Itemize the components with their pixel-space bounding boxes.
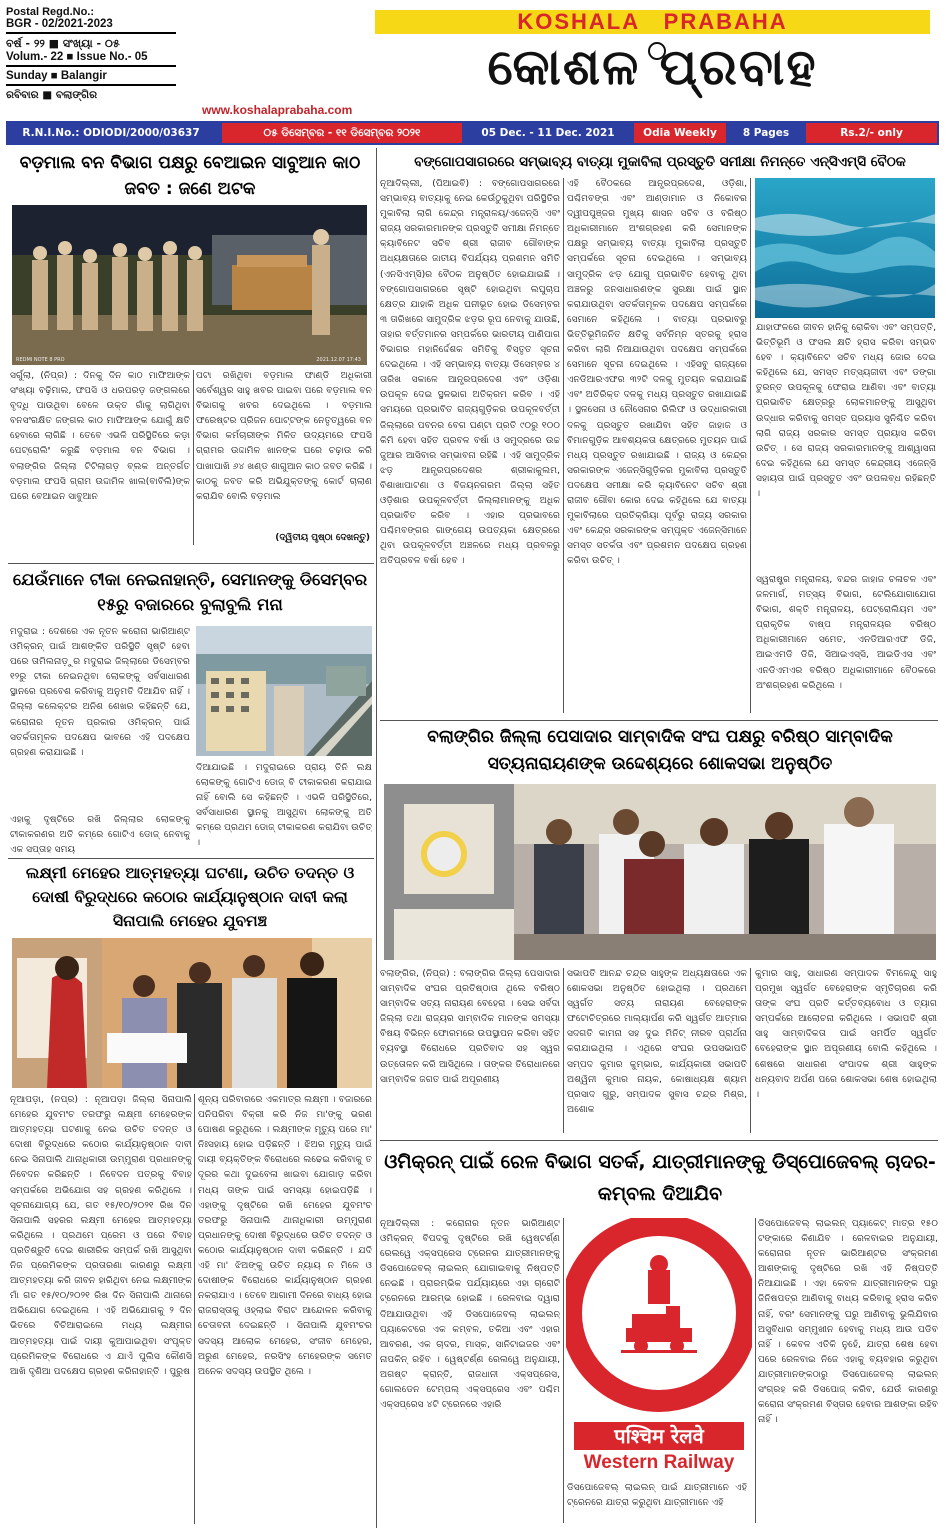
day-place-odia: ରବିବାର ■ ବଲାଙ୍ଗିର [6, 89, 98, 101]
story5-divider-1 [563, 968, 564, 1133]
story3-headline: ଲକ୍ଷ୍ମୀ ମେହେର ଆତ୍ମହତ୍ୟା ଘଟଣା, ଉଚିତ ତଦନ୍ତ ଓ ଦୋଷୀ ବିରୁଦ୍ଧରେ କଠୋର କାର୍ଯ୍ୟାନୁଷ୍ଠାନ ଦାବୀ କଲା ସିନାପାଲି ମେହେର ଯୁବମଞ୍ଚ [25, 864, 355, 930]
paper-type: Odia Weekly [634, 123, 726, 143]
story6-column-1-bottom: ଡିସପୋଜେବଲ୍ ଲାଇଲନ୍ ପାଇଁ ଯାତ୍ରୀମାନେ ଏହି ଟ୍ରେନରେ ଯାତ୍ରା କରୁଥିବା ଯାତ୍ରୀମାନେ ଏହି [567, 1482, 747, 1509]
rni-number: R.N.I.No.: ODIODI/2000/03637 [8, 123, 214, 143]
volume-en: Volum.- 22 ■ Issue No.- 05 [6, 51, 176, 67]
story4-column-1: ନୂଆଦିଲ୍ଲୀ, (ପିଆଇବି) : ବଙ୍ଗୋପସାଗରରେ ସମ୍ଭାବ୍ୟ ବାତ୍ୟାକୁ ନେଇ କେଉଁଠୁକୁଥିବା ପରିସ୍ଥିତିର ମୁକାବିଲା ଲାଗି କେନ୍ଦ୍ର ମନ୍ତ୍ରାଳୟ/ଏଜେନ୍ସି ଏବଂ ରାଜ୍ୟ ସରକାରମାନଙ୍କ ପ୍ରସ୍ତୁତି ସମୀକ୍ଷା ନିମନ୍ତେ କ୍ୟାବିନେଟ ସଚିବ ଶ୍ରୀ ରାଜୀବ ଗୌବାଙ୍କ ଅଧ୍ୟକ୍ଷତାରେ ଜାତୀୟ ବିପର୍ଯ୍ୟୟ ପ୍ରଶମନ ସମିତି (ଏନସିଏମ୍‌ସି)ର ବୈଠକ ଅନୁଷ୍ଠିତ ହୋଇଯାଇଛି । ବଙ୍ଗୋପସାଗରରେ ସୃଷ୍ଟି ହୋଇଥିବା ଲଘୁଚାପ କ୍ଷେତ୍ର ଯାହାକି ଅଧିକ ଘନୀଭୂତ ହୋଇ ଡିସେମ୍ବର ୩ ତାରିଖରେ ସାମୁଦ୍ରିକ ଝଡ଼ର ରୂପ ନେବାକୁ ଯାଉଛି, ତାହାର ବର୍ତ୍ତମାନର ସମ୍ପର୍କରେ ଭାରତୀୟ ପାଣିପାଗ ବିଭାଗର ମହାନିର୍ଦ୍ଦେଶକ ସମିତିକୁ ବିସ୍ତୃତ ସୂଚନା ଦେଇଥିଲେ । ଏହି ସମ୍ଭାବ୍ୟ ବାତ୍ୟା ଡିସେମ୍ବର ୪ ତାରିଖ ସକାଳେ ଆନ୍ଧ୍ରପ୍ରଦେଶ ଏବଂ ଓଡ଼ିଶା ଉପକୂଳ ଦେଇ ସ୍ଥଳଭାଗ ଅତିକ୍ରମ କରିବ । ଏହି ସମୟରେ ପ୍ରଭାବିତ ରାଜ୍ୟଗୁଡ଼ିକର ଉପକୂଳବର୍ତ୍ତୀ ଜିଲ୍ଲାରେ ପବନର ବେଗ ଘଣ୍ଟା ପ୍ରତି ୯୦ରୁ ୧୦୦ କିମି ହେବା ସହିତ ପ୍ରବଳ ବର୍ଷା ଓ ସମୁଦ୍ରରେ ଉଚ୍ଚ ଜୁଆର ଆସିବାର ସମ୍ଭାବନା ରହିଛି । ଏହି ସାମୁଦ୍ରିକ ଝଡ଼ ଆନ୍ଧ୍ରପ୍ରଦେଶର ଶ୍ରୀକାକୁଲମ, ବିଶାଖାପାଟଣା ଓ ବିଜୟନଗରମ ଜିଲ୍ଲା ସହିତ ଓଡ଼ିଶାର ଉପକୂଳବର୍ତ୍ତୀ ଜିଲ୍ଲାମାନଙ୍କୁ ଅଧିକ ପ୍ରଭାବିତ କରିବ । ଏହାର ପ୍ରଭାବରେ ପଶ୍ଚିମବଙ୍ଗର ଗାଙ୍ଗେୟ ଉପତ୍ୟକା କ୍ଷେତ୍ରରେ ଥିବା ଉପକୂଳବର୍ତ୍ତୀ ଅଞ୍ଚଳରେ ମଧ୍ୟ ପ୍ରବଳରୁ ଅତିପ୍ରବଳ ବର୍ଷା ହେବ । [380, 178, 560, 567]
story5-headline: ବଲାଙ୍ଗିର ଜିଲ୍ଲା ପେସାଦାର ସାମ୍ବାଦିକ ସଂଘ ପକ୍ଷରୁ ବରିଷ୍ଠ ସାମ୍ବାଦିକ ସତ୍ୟନାରାୟଣଙ୍କ ଉଦ୍ଦେଶ୍ୟରେ ଶୋକସଭା ଅନୁଷ୍ଠିତ [427, 727, 893, 774]
story5-bottom-rule [380, 1140, 938, 1141]
logo-ring-text: INDIAN RAILWAYS [588, 1234, 730, 1288]
story4-column-2: ଏହି ବୈଠକରେ ଆନ୍ଧ୍ରପ୍ରଦେଶ, ଓଡ଼ିଶା, ପଶ୍ଚିମବଙ୍ଗ ଏବଂ ଆଣ୍ଡାମାନ ଓ ନିକୋବର ଦ୍ୱୀପପୁଞ୍ଜର ମୁଖ୍ୟ ଶାସନ ସଚିବ ଓ ବରିଷ୍ଠ ଅଧିକାରୀମାନେ ଅଂଶଗ୍ରହଣ କରି ସେମାନଙ୍କ ପକ୍ଷରୁ ସମ୍ଭାବ୍ୟ ବାତ୍ୟା ମୁକାବିଲା ପ୍ରସ୍ତୁତି ସମ୍ପର୍କରେ ସୂଚନା ଦେଇଥିଲେ । ସମ୍ଭାବ୍ୟ ସାମୁଦ୍ରିକ ଝଡ଼ ଯୋଗୁ ପ୍ରଭାବିତ ହେବାକୁ ଥିବା ଅଞ୍ଚଳରୁ ଜନସାଧାରଣଙ୍କ ସୁରକ୍ଷା ପାଇଁ ସ୍ଥାନ କରାଯାଉଥିବା ସତର୍କତାମୂଳକ ପଦକ୍ଷେପ ସମ୍ପର୍କରେ ସେମାନେ କହିଥିଲେ । ବାତ୍ୟା ପ୍ରଭାବରୁ ଭିତ୍ତିଭୂମିଜନିତ କ୍ଷତିକୁ ସର୍ବନିମ୍ନ ସ୍ତରକୁ ହ୍ରାସ କରିବା ଲାଗି ନିଆଯାଉଥିବା ପଦକ୍ଷେପ ସମ୍ପର୍କରେ ସେମାନେ ସୂଚନା ଦେଇଥିଲେ । ଏହିସବୁ ରାଜ୍ୟରେ ଏନଡିଆରଏଫର ୩୨ଟି ଦଳକୁ ମୁତୟନ କରାଯାଇଛି ଏବଂ ଅତିରିକ୍ତ ଦଳକୁ ମଧ୍ୟ ପ୍ରସ୍ତୁତ ରଖାଯାଇଛି । ସ୍ଥଳସେନା ଓ ନୌସେନାର ରିଲିଫ ଓ ଉଦ୍ଧାରକାରୀ ଦଳକୁ ପ୍ରସ୍ତୁତ ରଖାଯିବା ସହିତ ଜାହାଜ ଓ ବିମାନଗୁଡ଼ିକ ଆବଶ୍ୟକତା କ୍ଷେତ୍ରରେ ମୁତୟନ ପାଇଁ ମଧ୍ୟ ପ୍ରସ୍ତୁତ ରଖାଯାଇଛି । ରାଜ୍ୟ ଓ କେନ୍ଦ୍ର ସରକାରଙ୍କ ଏଜେନ୍ସିଗୁଡ଼ିକର ମୁକାବିଲା ପ୍ରସ୍ତୁତି ପଦକ୍ଷେପ ସମୀକ୍ଷା କରି କ୍ୟାବିନେଟ ସଚିବ ଶ୍ରୀ ରାଜୀବ ଗୌବା କୋର ଦେଇ କହିଥିଲେ ଯେ ବାତ୍ୟା ମୁକାବିଲାରେ ପ୍ରତିକ୍ରିୟା ପୂର୍ବରୁ ରାଜ୍ୟ ସରକାର ଏବଂ କେନ୍ଦ୍ର ସରକାରଙ୍କ ସମ୍ପୃକ୍ତ ଏଜେନ୍ସିମାନେ ସମସ୍ତ ସତର୍କତା ଏବଂ ପ୍ରଶମନ ପଦକ୍ଷେପ ଗ୍ରହଣ କରିବା ଉଚିତ୍ । [567, 178, 747, 567]
story3-photo [12, 938, 372, 1088]
story2-body-a: ମଦୁରାଇ : ଦେଶରେ ଏକ ନୂତନ କରୋନା ଭାରିଆଣ୍ଟ ଓମିକ୍ରନ୍ ପାଇଁ ଆଶଙ୍କିତ ପରିସ୍ଥିତି ସୃଷ୍ଟି ହେବା ପରେ ତାମିଲନାଡ଼ୁର ମଦୁରାଇ ଜିଲ୍ଲାରେ ଡିସେମ୍ବର ୧୨ରୁ ଟୀକା ନେଇନଥିବା ଲୋକଙ୍କୁ ସର୍ବସାଧାରଣ ସ୍ଥାନରେ ପ୍ରବେଶ କରିବାକୁ ଅନୁମତି ଦିଆଯିବ ନାହିଁ । ଜିଲ୍ଲା କଲେକ୍ଟର ଅନିଶ ଶେଖର କହିଛନ୍ତି ଯେ, କରୋନାର ନୂତନ ପ୍ରକାର ଓମିକ୍ରନ୍ ପାଇଁ ସତର୍କତାମୂଳକ ପଦକ୍ଷେପ ଭାବରେ ଏହି ପଦକ୍ଷେପ ଗ୍ରହଣ କରାଯାଇଛି । [10, 626, 190, 758]
price: Rs.2/- only [806, 123, 937, 143]
volume-odia: ବର୍ଷ - ୨୨ ■ ସଂଖ୍ୟା - ୦୫ [6, 37, 120, 50]
story2-body-c: ଦିଆଯାଇଛି । ମଦୁରାଇରେ ପ୍ରାୟ ତିନି ଲକ୍ଷ ଲୋକଙ୍କୁ ଗୋଟିଏ ଡୋଜ୍ ବି ଟୀକାକରଣ କରାଯାଇ ନାହିଁ ବୋଲି ସେ କହିଛନ୍ତି । ଏଭଳି ପରିସ୍ଥିତିରେ, ସର୍ବସାଧାରଣ ସ୍ଥାନକୁ ଆସୁଥିବା ଲୋକଙ୍କୁ ଅତି କମ୍‌ରେ ପ୍ରଥମ ଡୋଜ୍ ଟୀକାକରଣ କରାଯିବା ଉଚିତ୍ । [196, 762, 372, 849]
brand-emblem-icon [648, 42, 666, 60]
story1-photo [12, 205, 367, 365]
story6-divider-2 [755, 1218, 756, 1523]
logo-ring-text-hindi: भारतीय रेल [631, 1370, 688, 1391]
website-link[interactable]: www.koshalaprabaha.com [202, 103, 353, 117]
story4-column-3b: ସ୍ୱରାଷ୍ଟ୍ର ମନ୍ତ୍ରାଳୟ, ବନ୍ଦର ଜାହାଜ ଚଳାଚଳ ଏବଂ ଜଳମାର୍ଗ, ମତ୍ସ୍ୟ ବିଭାଗ, ଟେଲିଯୋଗାଯୋଗ ବିଭାଗ, ଶକ୍ତି ମନ୍ତ୍ରାଳୟ, ପେଟ୍ରୋଲିୟମ ଏବଂ ପ୍ରାକୃତିକ ବାଷ୍ପ ମନ୍ତ୍ରାଳୟର ବରିଷ୍ଠ ଅଧିକାରୀମାନେ ସମେତ, ଏନଡିଆରଏଫ ଡିଜି, ଆଇଏମଡି ଡିଜି, ସିଆଇଏସ୍‌ସି, ଆଇଡିଏସ ଏବଂ ଏନଡିଏମଏର ବରିଷ୍ଠ ଅଧିକାରୀମାନେ ବୈଠକରେ ଅଂଶଗ୍ରହଣ କରିଥିଲେ । [756, 574, 936, 691]
column-divider [376, 148, 377, 1528]
story4-divider-2 [750, 178, 751, 713]
story1-photo-caption: REDMI NOTE 8 PRO [16, 357, 65, 363]
story1-divider [193, 370, 194, 545]
logo-zone-en: Western Railway [583, 1452, 735, 1473]
story5-photo [384, 784, 936, 960]
story1-continued: (ଦ୍ୱିତୀୟ ପୃଷ୍ଠା ଦେଖନ୍ତୁ) [275, 533, 370, 543]
story2-headline: ଯେଉଁମାନେ ଟୀକା ନେଇନାହାନ୍ତି, ସେମାନଙ୍କୁ ଡିସେମ୍ବର ୧୫ରୁ ବଜାରରେ ବୁଲାବୁଲି ମନା [12, 570, 368, 614]
story2-bottom-rule [8, 858, 374, 859]
story1-photo-stamp: 2021.12.07 17:43 [316, 357, 361, 363]
story2-photo [196, 626, 372, 756]
story5-column-1: ବଲାଙ୍ଗିର, (ନିପ୍ର) : ବଲାଙ୍ଗିର ଜିଲ୍ଲା ପେସାଦାର ସାମ୍ବାଦିକ ସଂଘର ପ୍ରତିଷ୍ଠାତା ଥିଲେ ବରିଷ୍ଠ ସାମ୍ବାଦିକ ସତ୍ୟ ନାରାୟଣ ବେହେରା । ସେଇ ସର୍ବଦା ଜିଲ୍ଲା ତଥା ରାଜ୍ୟର ସାମ୍ବାଦିକ ମାନଙ୍କ ସମସ୍ୟା ବିଷୟ ବିଭିନ୍ନ ଫୋରମରେ ଉପସ୍ଥାପନ କରିବା ସହିତ ବ୍ୟବସ୍ଥା ବିରୋଧରେ ପ୍ରତିବାଦ ସହ ସ୍ୱର ଉତ୍ତୋଳନ କରି ଆସିଥିଲେ । ତାଙ୍କର ତିରୋଧାନରେ ସାମ୍ବାଦିକ ଜଗତ ପାଇଁ ଅପୂରଣୀୟ [380, 968, 560, 1085]
day-place-en: Sunday ■ Balangir [6, 70, 176, 86]
story5-column-2: ସଭାପତି ଆନନ୍ଦ ଚନ୍ଦ୍ର ସାହୁଙ୍କ ଅଧ୍ୟକ୍ଷତାରେ ଏକ ଶୋକସଭା ଅନୁଷ୍ଠିତ ହୋଇଥିଲା । ପ୍ରଥମେ ସ୍ୱର୍ଗତ ସତ୍ୟ ନାରାୟଣ ବେହେରାଙ୍କ ଫଟୋଚିତ୍ରରେ ମାଲ୍ୟାର୍ପଣ କରି ସ୍ୱର୍ଗତ ଆତ୍ମାର ସଦଗତି କାମନା ସହ ଦୁଇ ମିନିଟ୍ ନୀରବ ପ୍ରାର୍ଥନା କରାଯାଇଥିଲା । ଏଥିରେ ସଂଘର ଉପସଭାପତି ସମ୍ପଦ କୁମାର କୁମ୍ଭାର, କାର୍ଯ୍ୟକାରୀ ସଭାପତି ଅଶ୍ୱିନୀ କୁମାର ନାୟକ, କୋଷାଧ୍ୟକ୍ଷ ଶ୍ୟାମ ପ୍ରସାଦ ଗୁରୁ, ସମ୍ପାଦକ ସୁବାସ ଚନ୍ଦ୍ର ମିଶ୍ର, ଅଶୋକ [567, 968, 747, 1115]
story3-column-1: ନୂଆପଡ଼ା, (ନପ୍ର) : ନୂଆପଡ଼ା ଜିଲ୍ଲା ସିନାପାଲି ମେହେର ଯୁବମଂଚ ତରଫରୁ ଲକ୍ଷ୍ମୀ ମେହେରଙ୍କ ଆତ୍ମହତ୍ୟା ଘଟଣାକୁ ନେଇ ଉଚିତ ତଦନ୍ତ ଓ ଦୋଷୀ ବିରୁଦ୍ଧରେ କଠୋର କାର୍ଯ୍ୟାନୁଷ୍ଠାନ ଦାବୀ ନେଇ ସିନାପାଲି ଥାନାଧିକାରୀ ଉମ୍ମୁରାଣ ପ୍ରଧାନଙ୍କୁ ନିବେଦନ କରିଛନ୍ତି । ନିବେଦନ ପତ୍ରକୁ ବିବାହ ସମ୍ପର୍କରେ ଅଭିଯୋଗ ସହ ଗ୍ରହଣ କରିଥିଲେ । ସୂଚନାଯୋଗ୍ୟ ଯେ, ଗତ ୧୫/୧୦/୨୦୨୧ ରିଖ ଦିନ ସିନାପାଲି ସହରର ଲକ୍ଷ୍ମୀ ମେହେର ଆତ୍ମହତ୍ୟା କରିଥିଲେ । ପ୍ରଥମେ ପ୍ରେମ ଓ ପରେ ବିବାହ ପ୍ରତିଶ୍ରୁତି ଦେଇ ଶାରୀରିକ ସମ୍ପର୍କ ରଖି ଆସୁଥିବା ନିଜ ପ୍ରେମିକଙ୍କ ପ୍ରତାରଣା କାରଣରୁ ଲକ୍ଷ୍ମୀ ଆତ୍ମହତ୍ୟା କରି ଜୀବନ ହାରିଥିବା ନେଇ ଲକ୍ଷ୍ମୀଙ୍କ ମାଁ ଗତ ୧୫/୧୦/୨୦୨୧ ରିଖ ଦିନ ସିନାପାଲି ଥାନାରେ ଅଭିଯୋଗ ଦେଇଥିଲେ । ଏହି ଅଭିଯୋଗକୁ ୨ ଦିନ ଭିତରେ ବିଚିଆରାଇଲେ ମଧ୍ୟ ଲକ୍ଷ୍ମୀର ଆତ୍ମହତ୍ୟା ପାଇଁ ଦାୟୀ କୁଆପାଇଥିବା ସଂପୃକ୍ତ ପ୍ରେମିକଙ୍କ ବିରୋଧରେ ଏ ଯାଏଁ ପୁଲିସ କୌଣସି ଆଖି ଦୃଶିଆ ପଦକ୍ଷେପ ଗ୍ରହଣ କରିନାହାନ୍ତି । ପୁରୁଷ [10, 1094, 192, 1377]
story4-bottom-rule [380, 720, 938, 721]
indian-railways-logo [566, 1218, 752, 1478]
brand-en: KOSHALA PRABAHA [517, 9, 788, 34]
postal-regd-no: BGR - 02/2021-2023 [6, 18, 176, 34]
story6-column-1: ନୂଆଦିଲ୍ଲୀ : କରୋନାର ନୂତନ ଭାରିଆଣ୍ଟ ଓମିକ୍ରନ୍ ବିପଦକୁ ଦୃଷ୍ଟିରେ ରଖି ୱେଷ୍ଟର୍ଣ୍ଣ ରେଲୱେ ଏକ୍ସପ୍ରେସ ଟ୍ରେନର ଯାତ୍ରୀମାନଙ୍କୁ ଡିସପୋଜେବଲ୍ ଲାଇଲନ୍ ଯୋଗାଇବାକୁ ନିଷ୍ପତ୍ତି ନେଇଛି । ପ୍ରାରମ୍ଭିକ ପର୍ଯ୍ୟାୟରେ ଏହା ଚାରୋଟି ଟ୍ରେନରେ ଆରମ୍ଭ ହୋଇଛି । ରେଳବାଇ ଦ୍ୱାରା ଦିଆଯାଉଥିବା ଏହି ଡିସପୋଜେବଲ୍ ଲାଇଲନ୍ ପ୍ୟାକେଟରେ ଏକ କମ୍ବଳ, ତକିଆ ଏବଂ ଏହାର ଆବରଣ, ଏକ ଚାଦର, ମାସ୍କ, ସାନିଟାଇଜର ଏବଂ ନାପକିନ୍ ରହିବ । ୱେଷ୍ଟର୍ଣ୍ଣ ରେଲୱେ ଅନୁଯାୟୀ, ଅଗଷ୍ଟ କ୍ରାନ୍ତି, ରାଜଧାନୀ ଏକ୍ସପ୍ରେସ, ଗୋଲଡେନ ଟେମ୍ପଲ୍ ଏକ୍ସପ୍ରେସ ଏବଂ ପଶ୍ଚିମ ଏକ୍ସପ୍ରେସ ୪ଟି ଟ୍ରେନରେ ଏହାରି [380, 1218, 560, 1411]
story4-divider-1 [563, 178, 564, 713]
story4-headline: ବଙ୍ଗୋପସାଗରରେ ସମ୍ଭାବ୍ୟ ବାତ୍ୟା ମୁକାବିଲା ପ୍ରସ୍ତୁତି ସମୀକ୍ଷା ନିମନ୍ତେ ଏନ୍‌ସିଏମ୍‌ସି ବୈଠକ [414, 154, 906, 170]
story6-headline: ଓମିକ୍ରନ୍ ପାଇଁ ରେଳ ବିଭାଗ ସତର୍କ, ଯାତ୍ରୀମାନଙ୍କୁ ଡିସ୍‌ପୋଜେବଲ୍ ଚାଦର-କମ୍ବଲ ଦିଆଯିବ [384, 1151, 936, 1205]
brand-odia: କୋଶଳ ପ୍ରବାହ [487, 37, 818, 96]
story1-headline: ବଡ଼ମାଲ ବନ ବିଭାଗ ପକ୍ଷରୁ ବେଆଇନ ସାବୁଆନ କାଠ ଜବତ : ଜଣେ ଅଟକ [19, 153, 361, 199]
story4-column-3a: ଯାହାଫଳରେ ଜୀବନ ହାନିକୁ ରୋକିବା ଏବଂ ସମ୍ପତ୍ତି, ଭିତ୍ତିଭୂମି ଓ ଫସଲ କ୍ଷତି ହ୍ରାସ କରିବା ସମ୍ଭବ ହେବ । କ୍ୟାବିନେଟ ସଚିବ ମଧ୍ୟ ଜୋର ଦେଇ କହିଥିଲେ ଯେ, ସମସ୍ତ ମତ୍ସ୍ୟଜୀବୀ ଏବଂ ଡଙ୍ଗା ତୁରନ୍ତ ଉପକୂଳକୁ ଫେରାଇ ଆଣିବା ଏବଂ ବାତ୍ୟା ପ୍ରଭାବିତ କ୍ଷେତ୍ରରୁ ଲୋକମାନଙ୍କୁ ଆସୁଥିବା ଉଦ୍ଧାର କରିବାକୁ ସମସ୍ତ ପ୍ରୟାସ ସୁନିଶ୍ଚିତ କରିବା ଲାଗି ରାଜ୍ୟ ସରକାର ସମସ୍ତ ପ୍ରୟାସ କରିବା ଉଚିତ୍ । ସେ ରାଜ୍ୟ ସରକାରମାନଙ୍କୁ ଆଶ୍ୱାସନା ଦେଇ କହିଥିଲେ ଯେ ସମସ୍ତ କେନ୍ଦ୍ରୀୟ ଏଜେନ୍ସି ସହାୟତା ପାଇଁ ପ୍ରସ୍ତୁତ ଏବଂ ଉପଲବ୍ଧ ରହିଛନ୍ତି । [756, 322, 936, 500]
story2-body-b: ଏହାକୁ ଦୃଷ୍ଟିରେ ରଖି ଜିଲ୍ଲାର ଲୋକଙ୍କୁ ଟୀକାକରଣର ଅତି କମ୍‌ରେ ଗୋଟିଏ ଡୋଜ୍ ନେବାକୁ ଏକ ସପ୍ତାହ ସମୟ [10, 814, 190, 856]
date-odia: ୦୫ ଡିସେମ୍ବର - ୧୧ ଡିସେମ୍ବର ୨୦୨୧ [222, 123, 462, 143]
story4-photo [755, 178, 935, 318]
story1-column-2: ପଟା ରଖିଥିବା ବଡ଼ମାଲ ଫାଣ୍ଡି ଅଧିକାରୀ ସର୍ବେଶ୍ୱର ସାହୁ ଖବର ପାଇବା ପରେ ବଡ଼ମାଲ ବନ ବିଭାଗକୁ ଖବର ଦେଇଥିଲେ । ବଡ଼ମାଲ ଫରେଷ୍ଟର ପ୍ରିଜନ ପୋଟ୍ଟଙ୍କ ନେତୃତ୍ୱରେ ବନ ବିଭାଗ କର୍ମଚାରୀଙ୍କ ମିଳିତ ଉଦ୍ୟମରେ ଫପସି ଗ୍ରାମର ଉଦ୍ଦାମିଳ ଖାନଙ୍କ ଘରେ ଚଢ଼ାଉ କରି ପାଖାପାଖି ୬୪ ଖଣ୍ଡ ଶାଗୁଆନ କାଠ ଜବତ କରିଛି । କାଠକୁ ଜବତ କରି ଅଭିଯୁକ୍ତଙ୍କୁ କୋର୍ଟ ଚାଲାଣ କରାଯିବ ବୋଲି ବଡ଼ମାଲ [196, 370, 372, 502]
story5-divider-2 [750, 968, 751, 1133]
story6-column-2: ଡିସପୋଜେବଲ୍ ଲାଇଲନ୍ ପ୍ୟାକେଟ୍ ମାତ୍ର ୧୫୦ ଟଙ୍କାରେ କିଣାଯିବ । ରେଳବାଇର ଅନୁଯାୟୀ, କରୋନାର ନୂତନ ଭାରିଆଣ୍ଟର ସଂକ୍ରମଣ ଆଶଙ୍କାକୁ ଦୃଷ୍ଟିରେ ରଖି ଏହି ନିଷ୍ପତ୍ତି ନିଆଯାଇଛି । ଏହା କେବଳ ଯାତ୍ରୀମାନଙ୍କ ଘରୁ ଜିନିଷପତ୍ର ଆଣିବାକୁ ବାଧ୍ୟ କରିବାକୁ ହ୍ରାସ କରିବ ନାହିଁ, ବରଂ ସେମାନଙ୍କୁ ଘରୁ ଆଣିବାକୁ ଭୁଲିଯିବାର ଅସୁବିଧାର ସମ୍ମୁଖୀନ ହେବାକୁ ମଧ୍ୟ ଆଉ ପଡିବ ନାହିଁ । କେବଳ ଏତିକି ନୁହେଁ, ଯାତ୍ରା ଶେଷ ହେବା ପରେ ରେଳବାଇ ନିଜେ ଏହାକୁ ବ୍ୟବହାର କରୁଥିବା ଯାତ୍ରୀମାନଙ୍କଠାରୁ ଡିସପୋଜେବଲ୍ ଲାଇଲନ୍ ସଂଗ୍ରହ କରି ଡିସପୋଜ୍ କରିବ, ଯେଉଁ କାରଣରୁ କରୋନା ସଂକ୍ରମଣ ବିସ୍ତାର ହେବାର ଆଶଙ୍କା ରହିବ ନାହିଁ । [758, 1218, 938, 1426]
story3-column-2: ଶୂନ୍ୟ ପରିବାରରେ ଏକମାତ୍ର ଲକ୍ଷ୍ମୀ । ବଜାରରେ ପନିପରିବା ବିକ୍ରୀ କରି ନିଜ ମା'ଙ୍କୁ ଭରଣ ପୋଷଣ କରୁଥିଲେ । ଲକ୍ଷ୍ମୀଙ୍କ ମୃତ୍ୟୁ ପରେ ମା' ନିଃସହାୟ ହୋଇ ପଡ଼ିଛନ୍ତି । ଝିଅର ମୃତ୍ୟୁ ପାଇଁ ଦାୟୀ ବ୍ୟକ୍ତିଙ୍କ ବିରୋଧରେ ଲଢେଇ କରିବାକୁ ତ ଦୂରର କଥା ଦୁଇବେଳା ଖାଇବା ଯୋଗାଡ଼ କରିବା ମଧ୍ୟ ତାଙ୍କ ପାଇଁ ସମସ୍ୟା ହୋଇପଡ଼ିଛି । ଏହାଙ୍କୁ ଦୃଷ୍ଟିରେ ରଖି ମେହେର ଯୁବମଂଚ ତରଫରୁ ସିନାପାଲି ଥାନାଧିକାରୀ ଉମ୍ମୁରାଣ ପ୍ରଧାନଙ୍କୁ ଦୋଷୀ ବିରୁଦ୍ଧରେ ଉଚିତ ତଦନ୍ତ ଓ କଠୋର କାର୍ଯ୍ୟାନୁଷ୍ଠାନ ଦାବୀ କରିଛନ୍ତି । ଯଦି ଏହି ମା' ଝିଅଙ୍କୁ ଉଚିତ ନ୍ୟାୟ ନ ମିଳେ ଓ ଦୋଷୀଙ୍କ ବିରୋଧରେ କାର୍ଯ୍ୟାନୁଷ୍ଠାନ ଗ୍ରହଣ ନକରାଯାଏ । ତେବେ ଆଗାମୀ ଦିନରେ ବାଧ୍ୟ ହୋଇ ରାଜରାସ୍ତାକୁ ଓହ୍ଲାଇ ବିରାଟ ଆନ୍ଦୋଳନ କରିବାକୁ ଚେତାବନୀ ଦେଇଛନ୍ତି । ସିନାପାଲି ଯୁବମଂଚର ସଦସ୍ୟ ଆଲୋକ ମେହେର, ସଂଜୀବ ମେହେର, ଅରୁଣ ମେହେର, ନରସିଂହ ମେହେରଙ୍କ ସମେତ ଅନେକ ସଦସ୍ୟ ଉପସ୍ଥିତ ଥିଲେ । [198, 1094, 372, 1377]
story5-column-3: କୁମାର ସାହୁ, ସାଧାରଣ ସମ୍ପାଦକ ବିମଳେନ୍ଦୁ ସାହୁ ପ୍ରମୁଖ ସ୍ୱର୍ଗତ ବେହେରାଙ୍କ ସ୍ମୃତିଚାରଣ କରି ତାଙ୍କ ସଂଘ ପ୍ରତି କର୍ତ୍ତବ୍ୟବୋଧ ଓ ତ୍ୟାଗ ସମ୍ପର୍କରେ ଆଲୋଚନା କରିଥିଲେ । ସଭାପତି ଶ୍ରୀ ସାହୁ ସାମ୍ବାଦିକତା ପାଇଁ ସମର୍ପିତ ସ୍ୱର୍ଗତ ବେହେରାଙ୍କ ସ୍ଥାନ ଅପୂରଣୀୟ ବୋଲି କହିଥିଲେ । ଶେଷରେ ସାଧାରଣ ସଂପାଦକ ଶ୍ରୀ ସାହୁଙ୍କ ଧନ୍ୟବାଦ ଅର୍ପଣ ପରେ ଶୋକସଭା ଶେଷ ହୋଇଥିଲା । [755, 968, 937, 1100]
date-en: 05 Dec. - 11 Dec. 2021 [466, 123, 630, 143]
story6-divider-1 [563, 1218, 564, 1523]
masthead-left-info [6, 6, 206, 118]
brand-banner [375, 10, 930, 34]
story3-divider [194, 1094, 195, 1524]
story1-bottom-rule [8, 563, 374, 564]
story1-column-1: ସର୍ଗୁଲା, (ନିପ୍ର) : ଦିନକୁ ଦିନ କାଠ ମାଫିଆଙ୍କ ସଂଖ୍ୟା ବଢ଼ିମାଲ, ଫପସି ଓ ଧରପରଡ଼ ଜଙ୍ଗଲରେ ବୃଦ୍ଧି ପାଉଥିବା ବେଳେ ଉକ୍ତ ଗାଁକୁ ଲାଗିଥିବା ବନସଂରକ୍ଷିତ ଜଙ୍ଗଲ କାଠ ମାଫିଆଙ୍କ ଯୋଗୁଁ କ୍ଷତି ହେବାରେ ଲାଗିଛି । ତେବେ ଏଭଳି ପରିସ୍ଥିତିରେ କଡ଼ା ପେଟ୍ରୋଲିଂ କରୁଛି ବଡ଼ମାଲ ବନ ବିଭାଗ । ବଲାଙ୍ଗିର ଜିଲ୍ଲା ଟିଟିଲାଗଡ଼ ବ୍ଲକ ଅନ୍ତର୍ଗତ ବଡ଼ମାଲ ଫପସି ଗ୍ରାମ ଉଦ୍ଦାମିଳ ଖାଲ(ବାବିଲି)ଙ୍କ ଘରେ ବେଆଇନ ସାବୁଆନ [10, 370, 190, 502]
logo-zone-hindi: पश्चिम रेलवे [574, 1422, 744, 1450]
page-count: 8 Pages [730, 123, 802, 143]
postal-regd-label: Postal Regd.No.: [6, 6, 95, 18]
